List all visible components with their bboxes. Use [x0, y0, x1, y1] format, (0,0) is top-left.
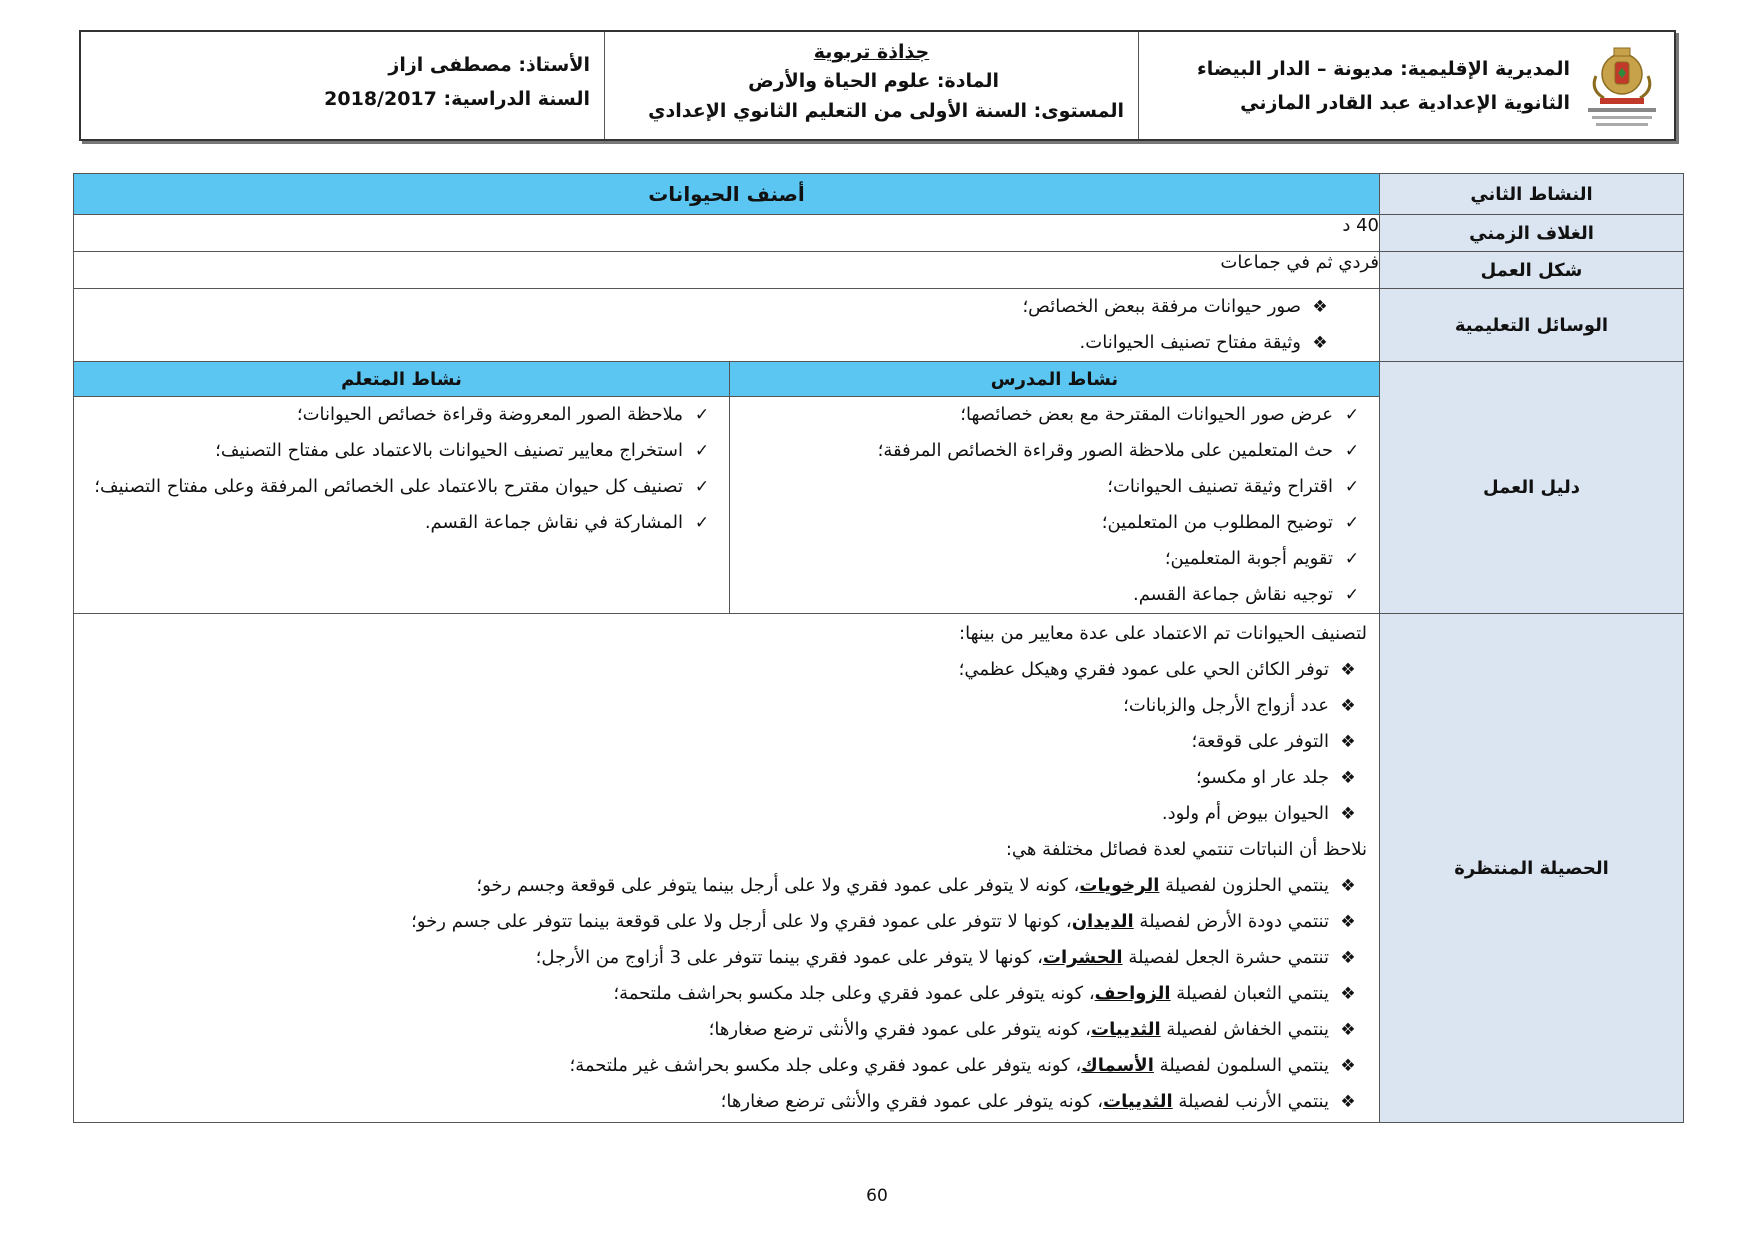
work-form-value: فردي ثم في جماعات	[74, 252, 1380, 289]
diamond-bullet-icon: ❖	[1340, 732, 1356, 752]
row-outcome	[74, 614, 1684, 1123]
list-item: ❖ ينتمي السلمون لفصيلة الأسماك، كونه يتوفر على عمود فقري وعلى جلد مكسو بحراشف غير ملتحمة؛	[82, 1048, 1367, 1084]
learner-activity-header: نشاط المتعلم	[74, 362, 730, 397]
family-name: الحشرات	[1042, 947, 1123, 968]
diamond-bullet-icon: ❖	[1340, 984, 1356, 1004]
sheet-title: جذاذة تربوية	[813, 41, 930, 63]
level: المستوى: السنة الأولى من التعليم الثانوي الإعدادي	[648, 100, 1124, 122]
diamond-bullet-icon: ❖	[1340, 768, 1356, 788]
list-item: ❖ توفر الكائن الحي على عمود فقري وهيكل عظمي؛	[82, 652, 1367, 688]
learner-activity-list	[74, 397, 730, 614]
check-icon: ✓	[694, 477, 710, 497]
list-item: ❖ وثيقة مفتاح تصنيف الحيوانات.	[82, 325, 1339, 361]
diamond-bullet-icon: ❖	[1340, 660, 1356, 680]
diamond-bullet-icon: ❖	[1340, 912, 1356, 932]
guide-cell	[74, 362, 1380, 614]
guide-label: دليل العمل	[1380, 362, 1684, 614]
row-guide	[74, 362, 1684, 614]
outcome-cell	[74, 614, 1380, 1123]
time-value: 40 د	[74, 215, 1380, 252]
list-item: ❖ تنتمي حشرة الجعل لفصيلة الحشرات، كونها لا يتوفر على عمود فقري بينما تتوفر على 3 أزاوج من الأرجل؛	[82, 940, 1367, 976]
list-item: ✓ حث المتعلمين على ملاحظة الصور وقراءة الخصائص المرفقة؛	[738, 433, 1371, 469]
list-item: ❖ ينتمي الأرنب لفصيلة الثدييات، كونه يتوفر على عمود فقري والأنثى ترضع صغارها؛	[82, 1084, 1367, 1120]
diamond-bullet-icon: ❖	[1340, 1092, 1356, 1112]
directorate: المديرية الإقليمية: مديونة – الدار البيضاء	[1196, 57, 1570, 80]
family-name: الديدان	[1071, 911, 1134, 932]
diamond-bullet-icon: ❖	[1312, 297, 1328, 317]
row-work-form	[74, 252, 1684, 289]
teacher-name: الأستاذ: مصطفى ازاز	[388, 54, 590, 76]
check-icon: ✓	[1344, 585, 1360, 605]
row-materials	[74, 289, 1684, 362]
list-item: ❖ عدد أزواج الأرجل والزبانات؛	[82, 688, 1367, 724]
work-form-label: شكل العمل	[1380, 252, 1684, 289]
subject: المادة: علوم الحياة والأرض	[748, 70, 999, 92]
outcome-label: الحصيلة المنتظرة	[1380, 614, 1684, 1123]
activity-label: النشاط الثاني	[1380, 174, 1684, 215]
family-name: الرخويات	[1079, 875, 1160, 896]
diamond-bullet-icon: ❖	[1340, 1020, 1356, 1040]
list-item: ❖ التوفر على قوقعة؛	[82, 724, 1367, 760]
diamond-bullet-icon: ❖	[1312, 333, 1328, 353]
time-label: الغلاف الزمني	[1380, 215, 1684, 252]
list-item: ✓ تصنيف كل حيوان مقترح بالاعتماد على الخصائص المرفقة وعلى مفتاح التصنيف؛	[82, 469, 721, 505]
guide-inner-table	[74, 362, 1379, 613]
list-item: ❖ ينتمي الحلزون لفصيلة الرخويات، كونه لا يتوفر على عمود فقري ولا على أرجل بينما يتوفر على قوقعة وجسم رخو؛	[82, 868, 1367, 904]
check-icon: ✓	[694, 513, 710, 533]
lesson-table	[73, 173, 1684, 1123]
diamond-bullet-icon: ❖	[1340, 1056, 1356, 1076]
list-item: ✓ استخراج معايير تصنيف الحيوانات بالاعتماد على مفتاح التصنيف؛	[82, 433, 721, 469]
check-icon: ✓	[1344, 405, 1360, 425]
outcome-intro: لتصنيف الحيوانات تم الاعتماد على عدة معايير من بينها:	[959, 623, 1367, 644]
list-item: ❖ الحيوان بيوض أم ولود.	[82, 796, 1367, 832]
list-item: ✓ تقويم أجوبة المتعلمين؛	[738, 541, 1371, 577]
list-item: ❖ ينتمي الخفاش لفصيلة الثدييات، كونه يتوفر على عمود فقري والأنثى ترضع صغارها؛	[82, 1012, 1367, 1048]
diamond-bullet-icon: ❖	[1340, 948, 1356, 968]
teacher-activity-list	[730, 397, 1380, 614]
list-item: ✓ عرض صور الحيوانات المقترحة مع بعض خصائصها؛	[738, 397, 1371, 433]
diamond-bullet-icon: ❖	[1340, 696, 1356, 716]
outcome-note: نلاحظ أن النباتات تنتمي لعدة فصائل مختلفة هي:	[1005, 839, 1367, 860]
list-item: ❖ جلد عار او مكسو؛	[82, 760, 1367, 796]
activity-title: أصنف الحيوانات	[74, 174, 1380, 215]
family-name: الزواحف	[1094, 983, 1171, 1004]
check-icon: ✓	[1344, 549, 1360, 569]
family-name: الثدييات	[1091, 1019, 1161, 1040]
check-icon: ✓	[1344, 477, 1360, 497]
row-time	[74, 215, 1684, 252]
header-subject	[605, 32, 1139, 139]
materials-cell	[74, 289, 1380, 362]
teacher-activity-header: نشاط المدرس	[730, 362, 1380, 397]
school-year: السنة الدراسية: 2018/2017	[324, 88, 590, 110]
check-icon: ✓	[694, 405, 710, 425]
list-item: ❖ صور حيوانات مرفقة ببعض الخصائص؛	[82, 289, 1339, 325]
row-activity	[74, 174, 1684, 215]
document-header	[79, 30, 1676, 141]
list-item: ✓ المشاركة في نقاش جماعة القسم.	[82, 505, 721, 541]
check-icon: ✓	[1344, 513, 1360, 533]
list-item: ❖ تنتمي دودة الأرض لفصيلة الديدان، كونها لا تتوفر على عمود فقري ولا على أرجل ولا على قوقعة بينما تتوفر على جسم رخو؛	[82, 904, 1367, 940]
list-item: ✓ توجيه نقاش جماعة القسم.	[738, 577, 1371, 613]
list-item: ✓ ملاحظة الصور المعروضة وقراءة خصائص الحيوانات؛	[82, 397, 721, 433]
diamond-bullet-icon: ❖	[1340, 804, 1356, 824]
check-icon: ✓	[1344, 441, 1360, 461]
header-institution	[1139, 32, 1674, 139]
materials-label: الوسائل التعليمية	[1380, 289, 1684, 362]
diamond-bullet-icon: ❖	[1340, 876, 1356, 896]
header-teacher	[81, 32, 605, 139]
check-icon: ✓	[694, 441, 710, 461]
list-item: ✓ توضيح المطلوب من المتعلمين؛	[738, 505, 1371, 541]
page-number: 60	[866, 1186, 888, 1206]
list-item: ❖ ينتمي الثعبان لفصيلة الزواحف، كونه يتوفر على عمود فقري وعلى جلد مكسو بحراشف ملتحمة؛	[82, 976, 1367, 1012]
school-name: الثانوية الإعدادية عبد القادر المازني	[1240, 91, 1570, 114]
kingdom-emblem-icon	[1584, 40, 1660, 132]
family-name: الثدييات	[1103, 1091, 1173, 1112]
list-item: ✓ اقتراح وثيقة تصنيف الحيوانات؛	[738, 469, 1371, 505]
family-name: الأسماك	[1081, 1055, 1154, 1076]
